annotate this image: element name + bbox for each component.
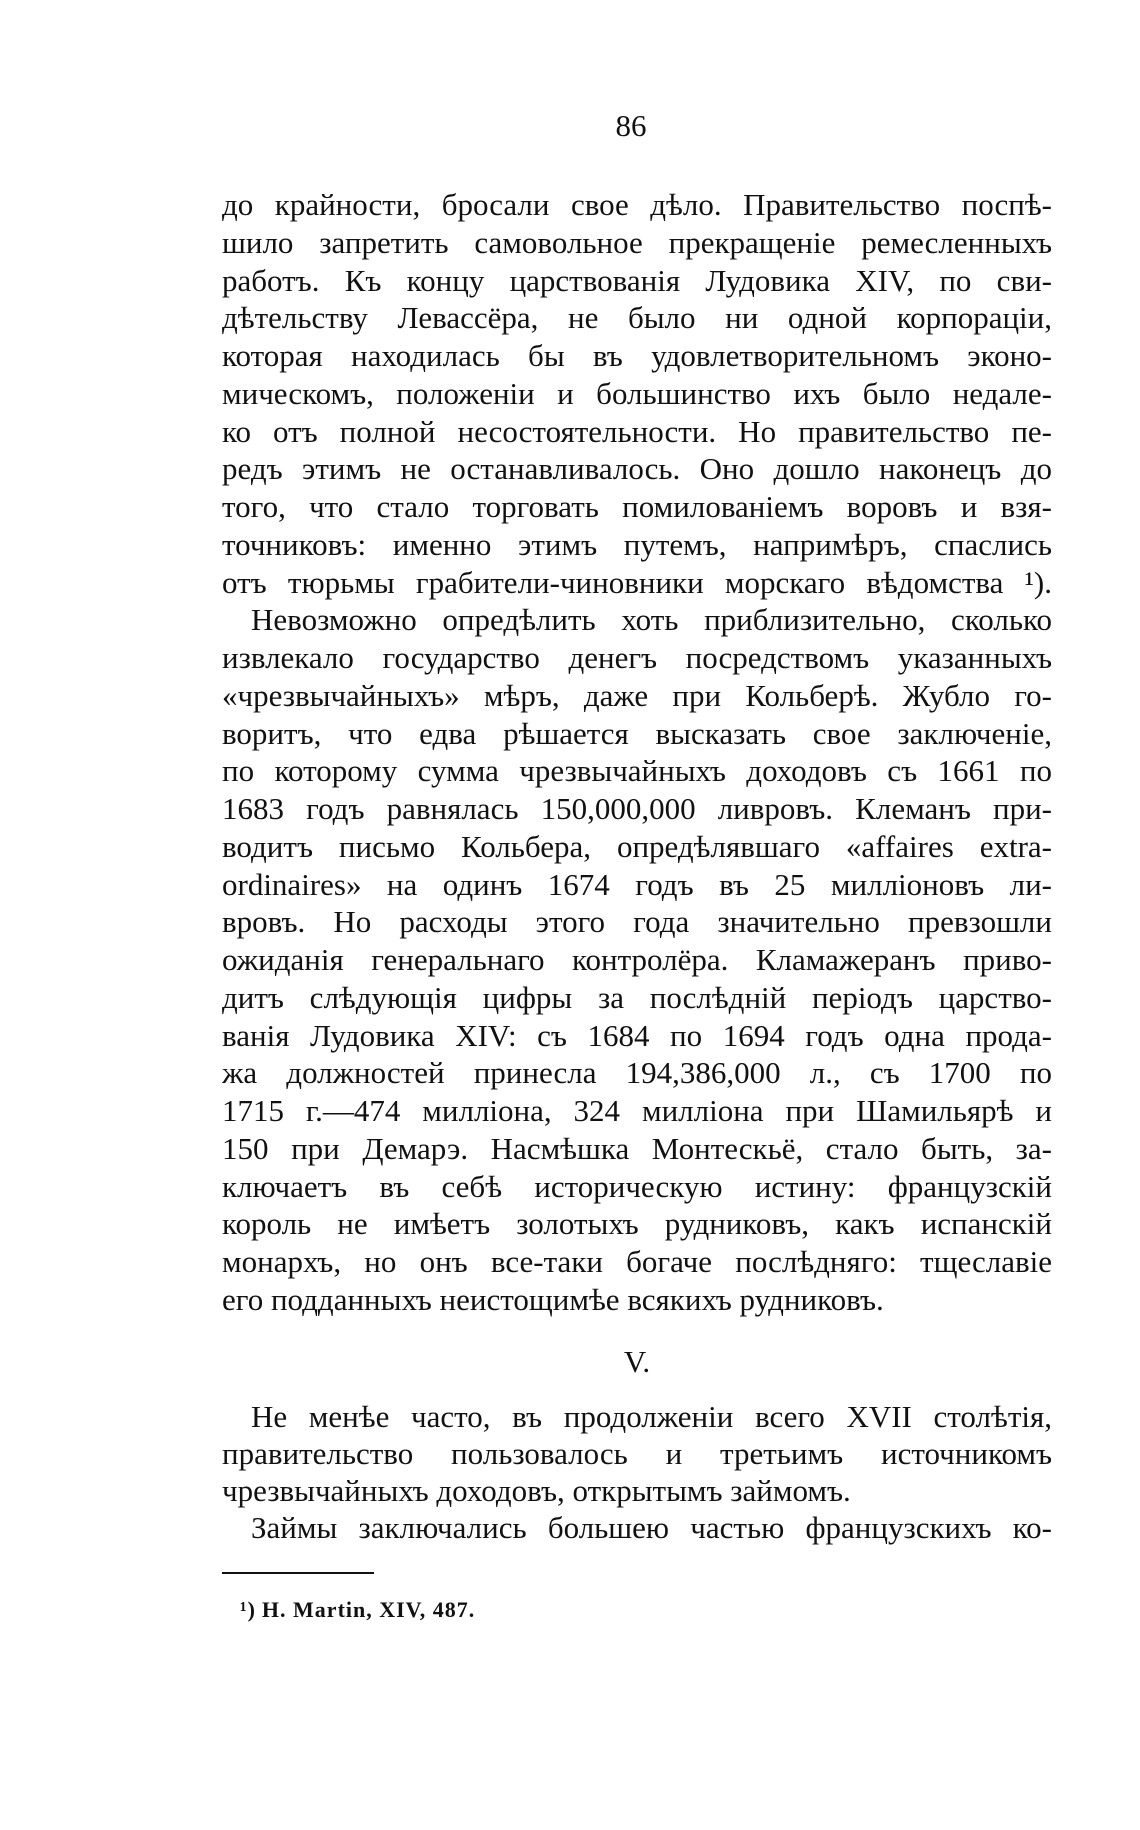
text-line: ordinaires» на одинъ 1674 годъ въ 25 милліоновъ ли- bbox=[222, 866, 1052, 902]
text-line: дѣтельству Левассёра, не было ни одной корпораціи, bbox=[222, 300, 1052, 336]
text-line: правительство пользовалось и третьимъ источникомъ bbox=[222, 1436, 1052, 1471]
text-line: Не менѣе часто, въ продолженіи всего XVII столѣтія, bbox=[251, 1399, 1052, 1434]
text-line: 1715 г.—474 милліона, 324 милліона при Шамильярѣ и bbox=[222, 1093, 1052, 1128]
text-line: 1683 годъ равнялась 150,000,000 ливровъ. Клеманъ при- bbox=[222, 791, 1052, 826]
text-line: король не имѣетъ золотыхъ рудниковъ, какъ испанскій bbox=[222, 1206, 1052, 1242]
section-text bbox=[222, 1398, 1052, 1546]
page-number: 86 bbox=[615, 108, 647, 143]
text-line: «чрезвычайныхъ» мѣръ, даже при Кольберѣ. Жубло го- bbox=[222, 677, 1052, 713]
text-line: того, что стало торговать помилованіемъ воровъ и взя- bbox=[222, 489, 1052, 524]
text-line: по которому сумма чрезвычайныхъ доходовъ съ 1661 по bbox=[222, 753, 1052, 789]
footnote-marker: ¹) bbox=[240, 1597, 256, 1622]
text-line: его подданныхъ неистощимѣе всякихъ рудниковъ. bbox=[222, 1281, 884, 1317]
text-line: точниковъ: именно этимъ путемъ, напримѣръ, спаслись bbox=[222, 526, 1052, 562]
text-line-with-footnote-ref: отъ тюрьмы грабители-чиновники морскаго вѣдомства ¹). bbox=[222, 564, 1052, 600]
paragraph bbox=[222, 1398, 1052, 1509]
text-line: ключаетъ въ себѣ историческую истину: французскій bbox=[222, 1168, 1052, 1204]
text-line: ожиданія генеральнаго контролёра. Кламажеранъ приво- bbox=[222, 942, 1052, 977]
text-line: которая находилась бы въ удовлетворительномъ эконо- bbox=[222, 338, 1052, 373]
text-line: монархъ, но онъ все-таки богаче послѣдняго: тщеславіе bbox=[222, 1244, 1052, 1279]
main-text bbox=[222, 186, 1052, 1319]
text-line: Невозможно опредѣлить хоть приблизительно, сколько bbox=[251, 602, 1052, 638]
text-line: 150 при Демарэ. Насмѣшка Монтескьё, стало быть, за- bbox=[222, 1130, 1052, 1166]
text-line: до крайности, бросали свое дѣло. Правительство поспѣ- bbox=[222, 187, 1052, 222]
text-line: извлекало государство денегъ посредствомъ указанныхъ bbox=[222, 640, 1052, 675]
text-line: редъ этимъ не останавливалось. Оно дошло наконецъ до bbox=[222, 451, 1052, 487]
text-line: чрезвычайныхъ доходовъ, открытымъ займомъ. bbox=[222, 1473, 851, 1508]
text-line: жа должностей принесла 194,386,000 л., съ 1700 по bbox=[222, 1055, 1052, 1091]
footnote bbox=[240, 1596, 475, 1624]
text-line: воритъ, что едва рѣшается высказать свое заключеніе, bbox=[222, 715, 1052, 751]
paragraph bbox=[222, 1509, 1052, 1546]
paragraph bbox=[222, 601, 1052, 1318]
footnote-divider bbox=[222, 1572, 374, 1574]
text-line: Займы заключались большею частью французскихъ ко- bbox=[251, 1510, 1052, 1545]
text-line: работъ. Къ концу царствованія Лудовика XIV, по сви- bbox=[222, 262, 1052, 298]
text-line: водитъ письмо Кольбера, опредѣлявшаго «affaires extra- bbox=[222, 828, 1052, 864]
text-line: ванія Лудовика XIV: съ 1684 по 1694 годъ одна прода- bbox=[222, 1017, 1052, 1053]
text-line: дитъ слѣдующія цифры за послѣдній періодъ царство- bbox=[222, 979, 1052, 1015]
text-line: шило запретить самовольное прекращеніе ремесленныхъ bbox=[222, 224, 1052, 260]
text-line: мическомъ, положеніи и большинство ихъ было недале- bbox=[222, 375, 1052, 411]
section-heading: V. bbox=[623, 1344, 651, 1379]
text-line: вровъ. Но расходы этого года значительно превзошли bbox=[222, 904, 1052, 940]
paragraph bbox=[222, 186, 1052, 601]
footnote-text: H. Martin, XIV, 487. bbox=[261, 1597, 476, 1622]
text-line: ко отъ полной несостоятельности. Но правительство пе- bbox=[222, 413, 1052, 449]
